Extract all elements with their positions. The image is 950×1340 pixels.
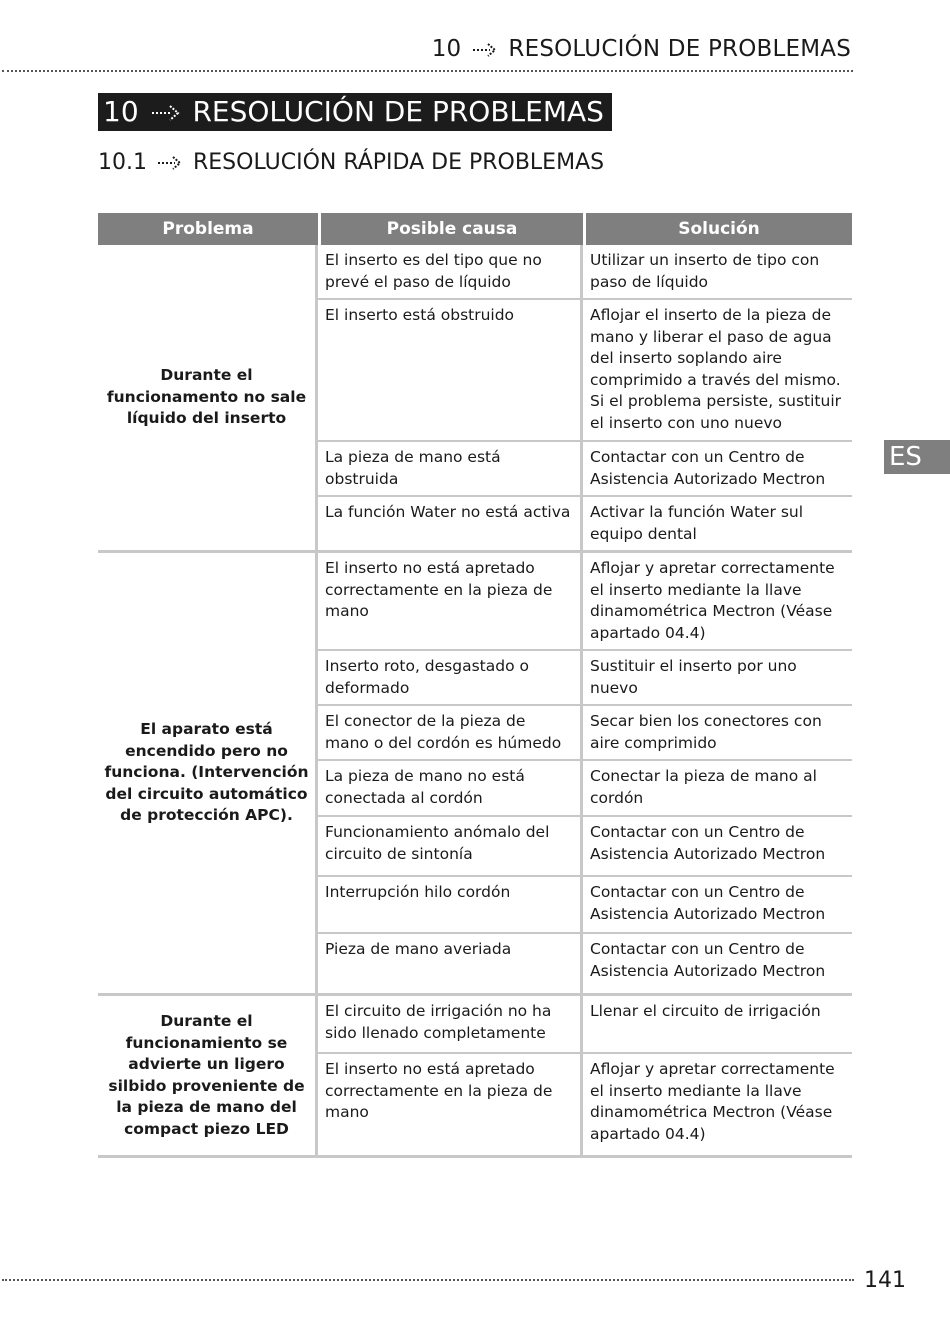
dotted-arrow-icon [151, 104, 181, 122]
dotted-divider [2, 70, 853, 72]
solution-cell: Sustituir el inserto por uno nuevo [583, 651, 852, 706]
troubleshooting-table-wrapper [98, 213, 852, 1158]
troubleshooting-table [98, 213, 852, 1158]
solution-cell: Utilizar un inserto de tipo con paso de líquido [583, 245, 852, 300]
cause-cell: Funcionamiento anómalo del circuito de sintonía [318, 817, 583, 877]
cause-cell: Pieza de mano averiada [318, 934, 583, 996]
dotted-arrow-icon [157, 155, 183, 171]
running-header-title: RESOLUCIÓN DE PROBLEMAS [508, 36, 851, 62]
cause-cell: La función Water no está activa [318, 497, 583, 553]
footer-dotted-divider [2, 1279, 854, 1281]
cause-cell: El inserto no está apretado correctamente en la pieza de mano [318, 553, 583, 651]
section-title [98, 150, 604, 175]
language-tab: ES [884, 440, 950, 474]
solution-cell: Contactar con un Centro de Asistencia Autorizado Mectron [583, 877, 852, 934]
cause-cell: El inserto es del tipo que no prevé el paso de líquido [318, 245, 583, 300]
page-number: 141 [864, 1268, 906, 1293]
problem-cell: El aparato está encendido pero no funciona. (Intervención del circuito automático de protección APC). [98, 553, 318, 996]
solution-cell: Aflojar y apretar correctamente el inserto mediante la llave dinamométrica Mectron (Véase apartado 04.4) [583, 1054, 852, 1158]
section-title-text: RESOLUCIÓN RÁPIDA DE PROBLEMAS [192, 150, 605, 175]
cause-cell: La pieza de mano está obstruida [318, 442, 583, 497]
cause-cell: El circuito de irrigación no ha sido llenado completamente [318, 996, 583, 1054]
header-solution: Solución [583, 213, 852, 245]
cause-cell: La pieza de mano no está conectada al cordón [318, 761, 583, 817]
dotted-arrow-icon [472, 42, 498, 58]
running-header [432, 36, 851, 62]
header-problem: Problema [98, 213, 318, 245]
solution-cell: Contactar con un Centro de Asistencia Autorizado Mectron [583, 934, 852, 996]
chapter-title [98, 93, 612, 131]
solution-cell: Contactar con un Centro de Asistencia Autorizado Mectron [583, 442, 852, 497]
solution-cell: Llenar el circuito de irrigación [583, 996, 852, 1054]
chapter-num: 10 [103, 95, 139, 128]
problem-cell: Durante el funcionamiento se advierte un ligero silbido proveniente de la pieza de mano del compact piezo LED [98, 996, 318, 1158]
solution-cell: Aflojar el inserto de la pieza de mano y liberar el paso de agua del inserto soplando aire comprimido a través del mismo. Si el problema persiste, sustituir el inserto con uno nuevo [583, 300, 852, 442]
table-row [98, 245, 852, 300]
solution-cell: Secar bien los conectores con aire comprimido [583, 706, 852, 761]
table-row [98, 996, 852, 1054]
cause-cell: El inserto no está apretado correctamente en la pieza de mano [318, 1054, 583, 1158]
cause-cell: Interrupción hilo cordón [318, 877, 583, 934]
table-row [98, 553, 852, 651]
cause-cell: Inserto roto, desgastado o deformado [318, 651, 583, 706]
solution-cell: Conectar la pieza de mano al cordón [583, 761, 852, 817]
solution-cell: Activar la función Water sul equipo dental [583, 497, 852, 553]
cause-cell: El conector de la pieza de mano o del cordón es húmedo [318, 706, 583, 761]
table-header-row [98, 213, 852, 245]
solution-cell: Aflojar y apretar correctamente el inserto mediante la llave dinamométrica Mectron (Véase apartado 04.4) [583, 553, 852, 651]
solution-cell: Contactar con un Centro de Asistencia Autorizado Mectron [583, 817, 852, 877]
header-cause: Posible causa [318, 213, 583, 245]
cause-cell: El inserto está obstruido [318, 300, 583, 442]
problem-cell: Durante el funcionamento no sale líquido del inserto [98, 245, 318, 553]
running-header-chapter-num: 10 [431, 36, 462, 62]
chapter-title-text: RESOLUCIÓN DE PROBLEMAS [192, 95, 604, 128]
section-num: 10.1 [98, 150, 147, 175]
